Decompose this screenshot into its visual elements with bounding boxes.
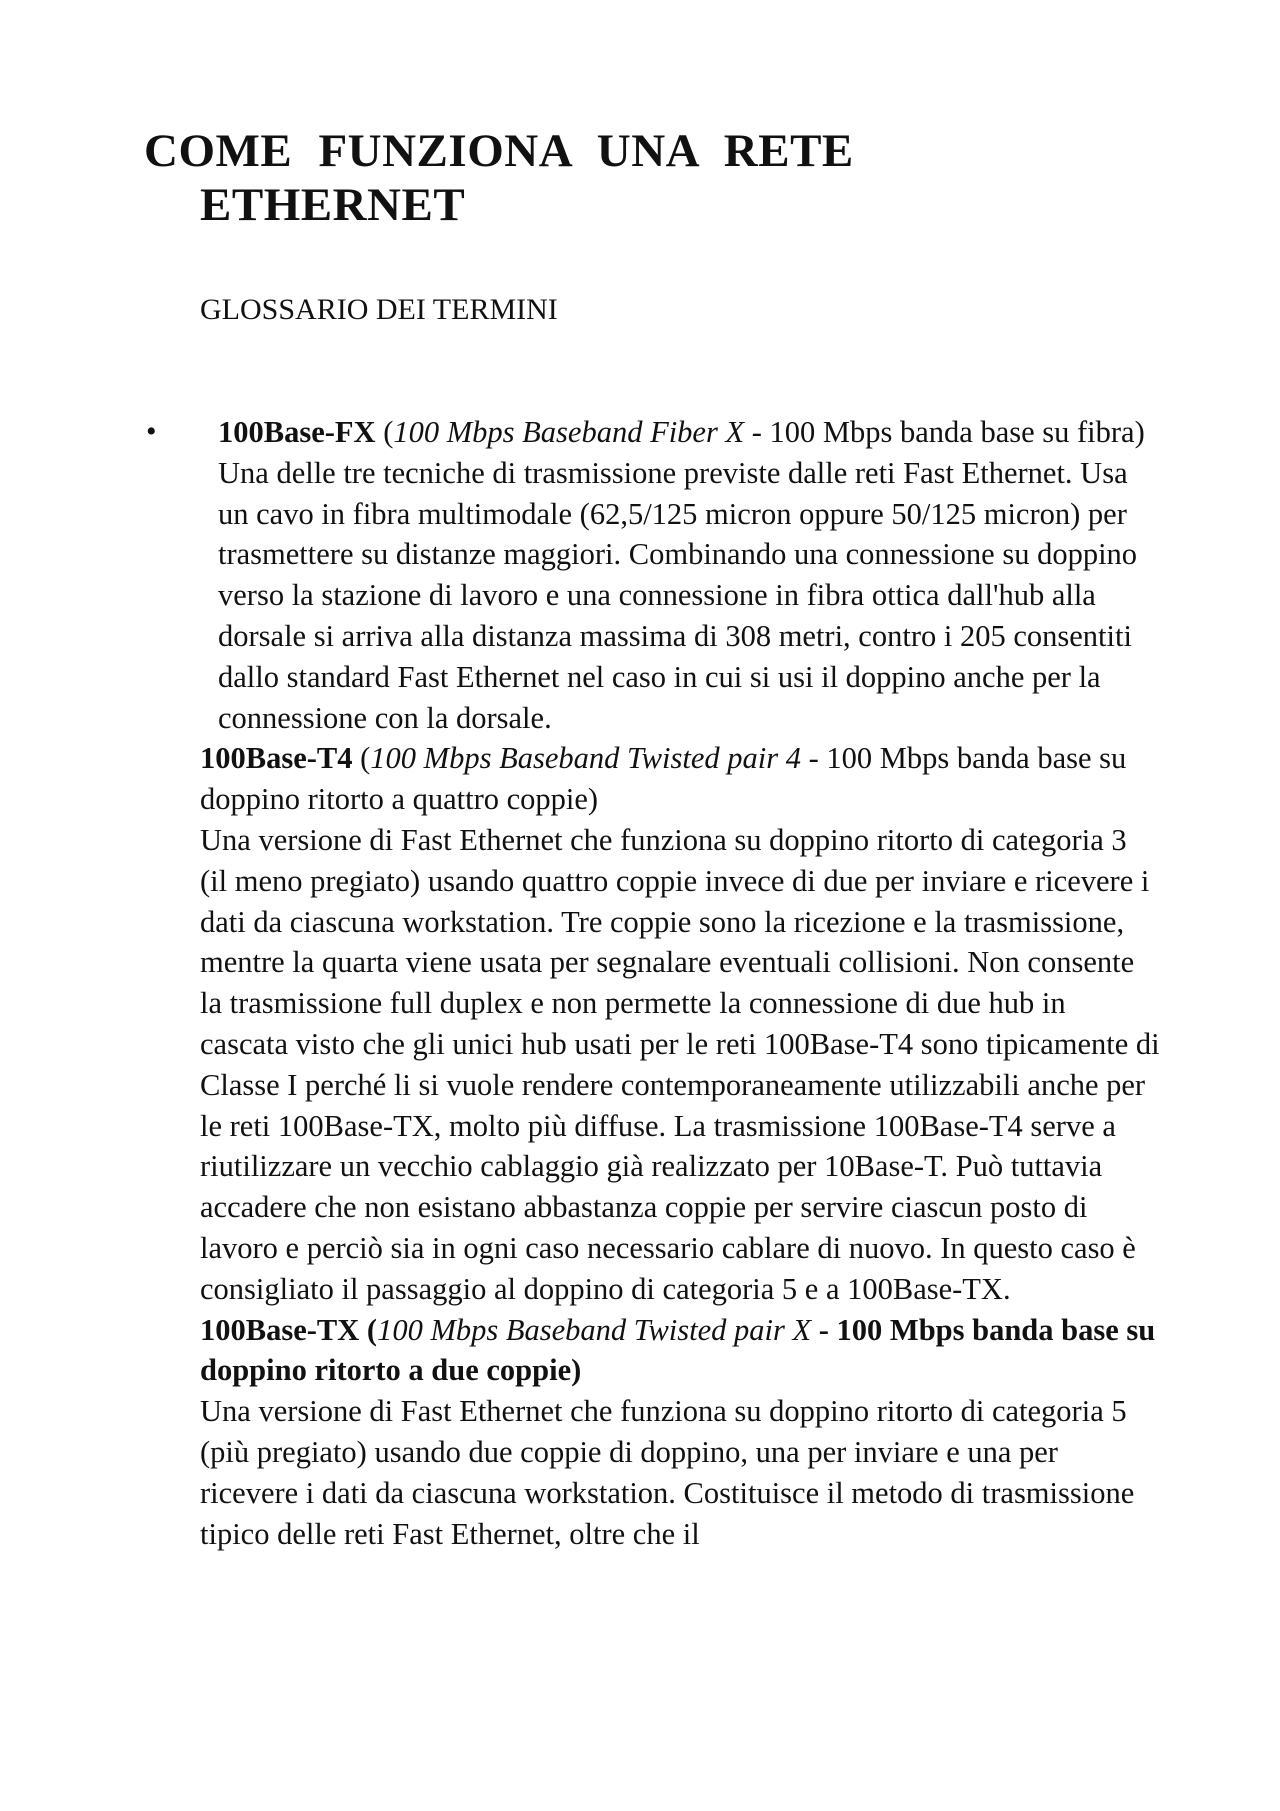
document-title bbox=[144, 124, 1144, 232]
entry-100base-fx bbox=[200, 412, 1160, 738]
paren-open: ( bbox=[359, 1312, 378, 1347]
glossary-body bbox=[200, 412, 1160, 1554]
heading-rest-100base-t4: - 100 Mbps banda base su doppino ritorto a quattro coppie) bbox=[200, 741, 1127, 817]
description-100base-t4: Una versione di Fast Ethernet che funziona su doppino ritorto di categoria 3 (il meno pregiato) usando quattro coppie invece di due per inviare e ricevere i dati da ciascuna workstation. Tre coppie sono la ricezione e la trasmissione, mentre la quarta viene usata per segnalare eventuali collisioni. Non consente la trasmissione full duplex e non permette la connessione di due hub in cascata visto che gli unici hub usati per le reti 100Base-T4 sono tipicamente di Classe I perché li si vuole rendere contemporaneamente utilizzabili anche per le reti 100Base-TX, molto più diffuse. La trasmissione 100Base-T4 serve a riutilizzare un vecchio cablaggio già realizzato per 10Base-T. Può tuttavia accadere che non esistano abbastanza coppie per servire ciascun posto di lavoro e perciò sia in ogni caso necessario cablare di nuovo. In questo caso è consigliato il passaggio al doppino di categoria 5 e a 100Base-TX. bbox=[200, 822, 1160, 1306]
definition-100base-fx: - 100 Mbps banda base su fibra) Una delle tre tecniche di trasmissione previste dalle reti Fast Ethernet. Usa un cavo in fibra multimodale (62,5/125 micron oppure 50/125 micron) per trasmettere su distanze maggiori. Combinando una connessione su doppino verso la stazione di lavoro e una connessione in fibra ottica dall'hub alla dorsale si arriva alla distanza massima di 308 metri, contro i 205 consentiti dallo standard Fast Ethernet nel caso in cui si usi il doppino anche per la connessione con la dorsale. bbox=[218, 415, 1145, 735]
paren-open: ( bbox=[352, 741, 371, 776]
term-100base-tx: 100Base-TX bbox=[200, 1312, 360, 1347]
glossary-subtitle: GLOSSARIO DEI TERMINI bbox=[200, 293, 558, 326]
term-100base-fx: 100Base-FX bbox=[218, 415, 376, 449]
description-100base-tx: Una versione di Fast Ethernet che funziona su doppino ritorto di categoria 5 (più pregiato) usando due coppie di doppino, una per inviare e una per ricevere i dati da ciascuna workstation. Costituisce il metodo di trasmissione tipico delle reti Fast Ethernet, oltre che il bbox=[200, 1394, 1135, 1551]
term-100base-t4: 100Base-T4 bbox=[200, 741, 353, 776]
expansion-100base-t4: 100 Mbps Baseband Twisted pair 4 bbox=[370, 741, 801, 776]
bullet-marker: • bbox=[146, 415, 157, 448]
paren-open: ( bbox=[375, 415, 394, 449]
heading-rest-100base-tx: - 100 Mbps banda base su doppino ritorto a due coppie) bbox=[200, 1312, 1156, 1388]
expansion-100base-fx: 100 Mbps Baseband Fiber X bbox=[393, 415, 745, 449]
entry-100base-t4 bbox=[200, 738, 1160, 820]
title-line-1: COME FUNZIONA UNA RETE bbox=[144, 125, 854, 177]
expansion-100base-tx: 100 Mbps Baseband Twisted pair X bbox=[377, 1312, 812, 1347]
title-line-2: ETHERNET bbox=[200, 179, 466, 231]
entry-100base-tx bbox=[200, 1310, 1160, 1392]
